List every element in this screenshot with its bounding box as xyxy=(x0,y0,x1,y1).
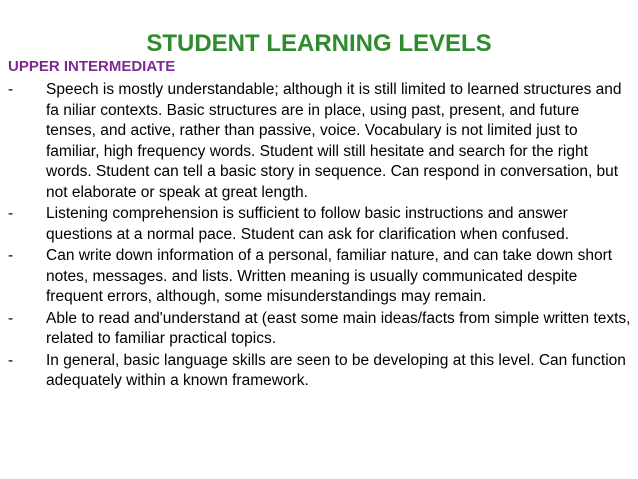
level-description-list xyxy=(8,80,633,393)
bullet-dash: - xyxy=(8,247,14,264)
bullet-dash: - xyxy=(8,81,14,98)
bullet-dash: - xyxy=(8,205,14,222)
level-heading: UPPER INTERMEDIATE xyxy=(8,58,176,75)
list-item-text: Speech is mostly understandable; although it is still limited to learned structures and fa niliar contexts. Basic structures are in place, using past, present, and future tenses, and active, rather than passive, voice. Vocabulary is not limited just to familiar, high frequency words. Student will still hesitate and search for the right words. Student can tell a basic story in sequence. Can respond in conversation, but not elaborate or speak at great length. xyxy=(46,81,622,201)
list-item xyxy=(8,351,633,392)
slide-title: STUDENT LEARNING LEVELS xyxy=(146,30,492,57)
list-item-text: Can write down information of a personal, familiar nature, and can take down short notes, messages. and lists. Written meaning is usually communicated despite frequent errors, although, some misunderstandings may remain. xyxy=(46,247,613,305)
list-item xyxy=(8,246,633,308)
list-item xyxy=(8,204,633,245)
bullet-dash: - xyxy=(8,309,14,327)
list-item xyxy=(8,80,633,203)
list-item-text: Listening comprehension is sufficient to follow basic instructions and answer questions at a normal pace. Student can ask for clarification when confused. xyxy=(46,205,569,243)
list-item-text: In general, basic language skills are seen to be developing at this level. Can function adequately within a known framework. xyxy=(46,351,626,389)
list-item-text: Able to read and'understand at (east some main ideas/facts from simple written texts, related to familiar practical topics. xyxy=(46,309,631,347)
list-item xyxy=(8,309,633,350)
bullet-dash: - xyxy=(8,351,14,369)
